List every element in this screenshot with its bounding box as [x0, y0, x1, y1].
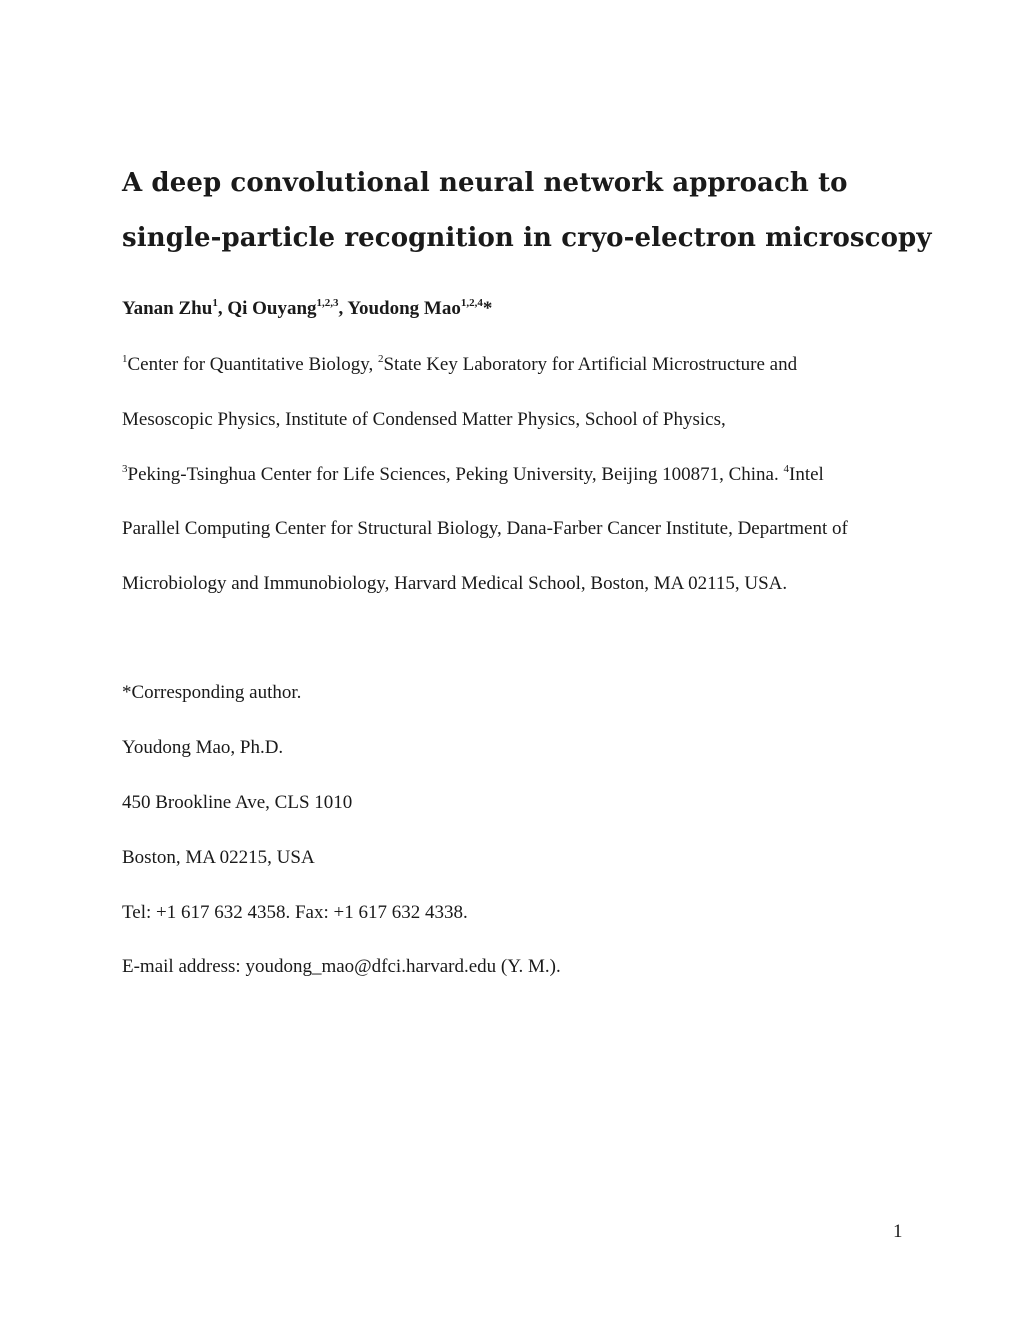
affiliation-marker: 2 — [377, 353, 384, 365]
phone-fax: Tel: +1 617 632 4358. Fax: +1 617 632 4338. — [122, 902, 468, 923]
affiliation-text: Intel — [789, 464, 824, 485]
affiliation-line — [122, 354, 797, 376]
corresponding-author-marker: * — [482, 298, 493, 319]
affiliation-marker: 1 — [122, 353, 128, 365]
author-name: Youdong Mao — [347, 298, 461, 319]
paper-title — [122, 156, 982, 266]
affiliation-line: Mesoscopic Physics, Institute of Condensed Matter Physics, School of Physics, — [122, 409, 726, 430]
corresponding-author-label: *Corresponding author. — [122, 682, 302, 703]
title-line-2: single-particle recognition in cryo-electron microscopy — [122, 223, 932, 253]
affiliation-line: Microbiology and Immunobiology, Harvard Medical School, Boston, MA 02115, USA. — [122, 573, 788, 594]
author-affiliation-marker: 1,2,4 — [460, 297, 483, 309]
address-street: 450 Brookline Ave, CLS 1010 — [122, 792, 353, 813]
corresponding-author-name: Youdong Mao, Ph.D. — [122, 737, 284, 758]
email-address: E-mail address: youdong_mao@dfci.harvard.edu (Y. M.). — [122, 956, 561, 977]
author-name: Qi Ouyang — [227, 298, 317, 319]
author-list — [122, 298, 492, 320]
affiliation-text: State Key Laboratory for Artificial Microstructure and — [383, 354, 798, 375]
address-city: Boston, MA 02215, USA — [122, 847, 315, 868]
author-affiliation-marker: 1 — [212, 297, 218, 309]
affiliation-text: Center for Quantitative Biology, — [127, 354, 378, 375]
affiliation-line — [122, 464, 824, 486]
affiliation-line: Parallel Computing Center for Structural Biology, Dana-Farber Cancer Institute, Department of — [122, 518, 848, 539]
title-line-1: A deep convolutional neural network approach to — [122, 168, 848, 198]
author-name: Yanan Zhu — [122, 298, 213, 319]
author-affiliation-marker: 1,2,3 — [316, 297, 339, 309]
author-separator: , — [338, 298, 348, 319]
affiliation-marker: 4 — [783, 463, 789, 475]
affiliation-text: Peking-Tsinghua Center for Life Sciences, Peking University, Beijing 100871, China. — [127, 464, 784, 485]
affiliation-marker: 3 — [122, 463, 128, 475]
author-separator: , — [217, 298, 228, 319]
page-number: 1 — [893, 1221, 903, 1242]
